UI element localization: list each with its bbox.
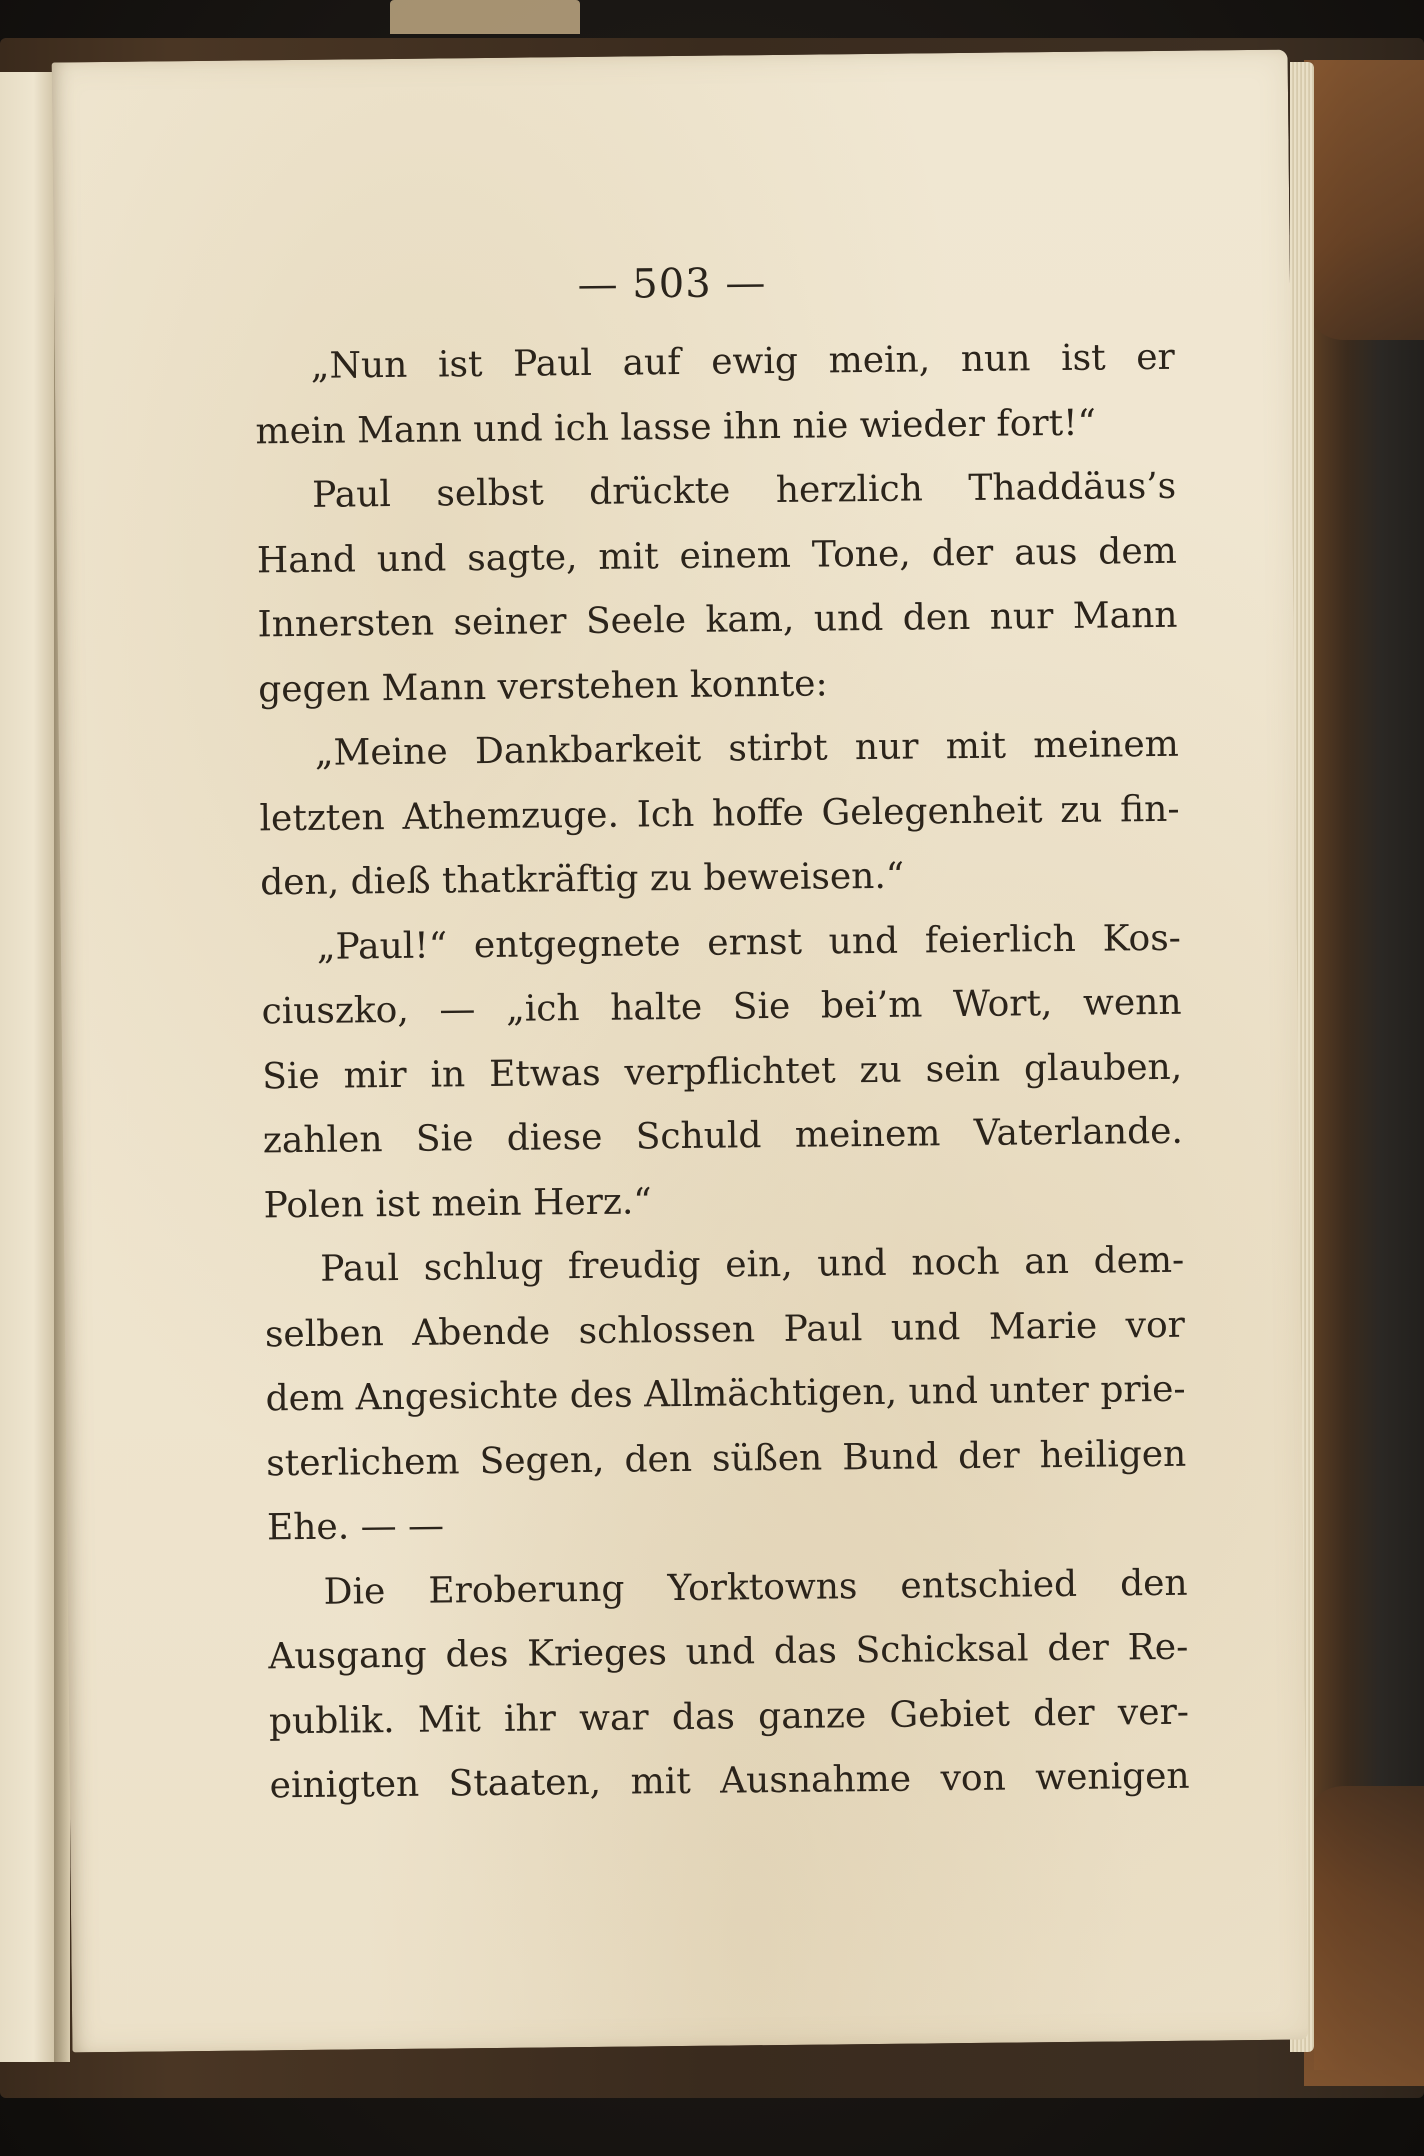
- text-line: Die Eroberung Yorktowns entschied den: [323, 1562, 1188, 1613]
- text-line: mein Mann und ich lasse ihn nie wieder fort!“: [255, 402, 1097, 452]
- text-line: gegen Mann verstehen konnte:: [257, 662, 828, 710]
- torn-paper-tab: [390, 0, 580, 34]
- text-line: Ehe. — —: [266, 1505, 445, 1549]
- text-line: Hand und sagte, mit einem Tone, der aus dem: [256, 530, 1178, 581]
- leather-corner-bottom: [1304, 1786, 1424, 2086]
- text-line: Innersten seiner Seele kam, und den nur Mann: [257, 594, 1178, 646]
- page-text: [254, 326, 1189, 1819]
- text-line: den, dieß thatkräftig zu beweisen.“: [260, 855, 905, 904]
- text-line: Polen ist mein Herz.“: [263, 1180, 652, 1226]
- book-spine-edge: [1314, 60, 1424, 2070]
- text-line: Ausgang des Krieges und das Schicksal der Re-: [268, 1626, 1189, 1678]
- text-line: „Nun ist Paul auf ewig mein, nun ist er: [310, 336, 1175, 387]
- text-line: Paul schlug freudig ein, und noch an dem-: [320, 1239, 1185, 1290]
- text-line: „Paul!“ entgegnete ernst und feierlich Kos-: [316, 917, 1182, 968]
- text-line: sterlichem Segen, den süßen Bund der heiligen: [266, 1433, 1187, 1484]
- text-line: publik. Mit ihr war das ganze Gebiet der ver-: [268, 1691, 1190, 1742]
- text-line: einigten Staaten, mit Ausnahme von wenigen: [269, 1755, 1190, 1807]
- text-line: Paul selbst drückte herzlich Thaddäus’s: [311, 465, 1177, 516]
- book-page: [52, 50, 1309, 2053]
- text-line: zahlen Sie diese Schuld meinem Vaterlande.: [262, 1110, 1184, 1162]
- text-line: „Meine Dankbarkeit stirbt nur mit meinem: [314, 723, 1180, 774]
- text-line: dem Angesichte des Allmächtigen, und unter prie-: [265, 1368, 1186, 1420]
- text-line: ciuszko, — „ich halte Sie bei’m Wort, wenn: [261, 981, 1182, 1033]
- facing-page-edge: [0, 72, 56, 2062]
- leather-corner-top: [1304, 60, 1424, 340]
- text-line: letzten Athemzuge. Ich hoffe Gelegenheit zu fin-: [259, 788, 1180, 839]
- text-line: selben Abende schlossen Paul und Marie vor: [264, 1304, 1186, 1355]
- page-number: — 503 —: [577, 260, 767, 309]
- text-line: Sie mir in Etwas verpflichtet zu sein glauben,: [262, 1046, 1183, 1097]
